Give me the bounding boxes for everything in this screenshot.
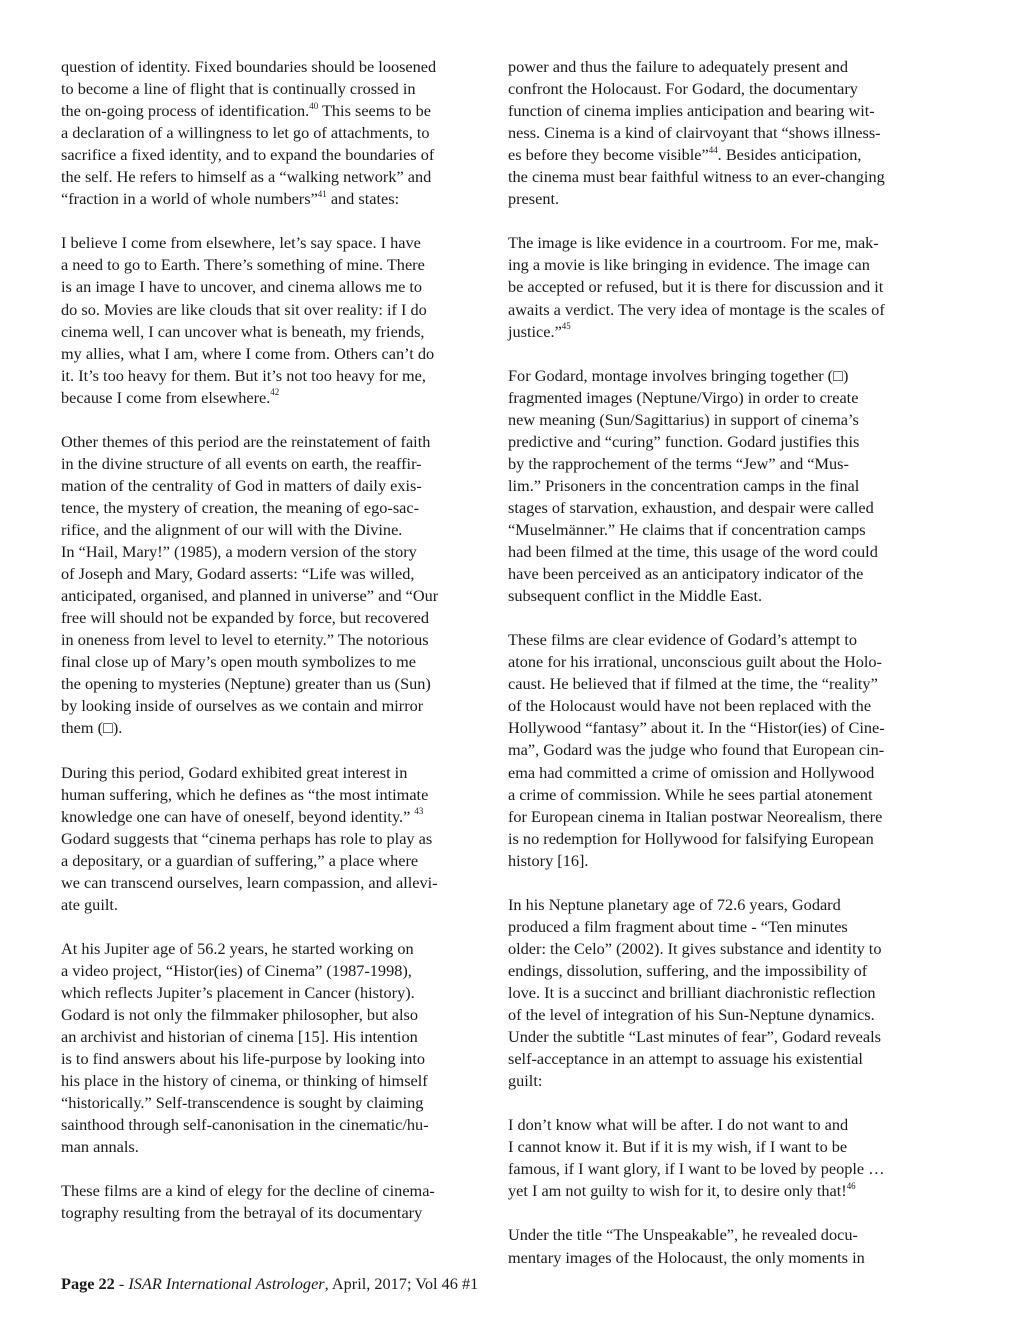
- text-line: of Joseph and Mary, Godard asserts: “Life was willed,: [61, 564, 415, 584]
- text-line: because I come from elsewhere.: [61, 387, 271, 407]
- text-line: had been filmed at the time, this usage of the word could: [508, 542, 878, 562]
- text-line: produced a film fragment about time - “Ten minutes: [508, 916, 848, 936]
- text-line: question of identity. Fixed boundaries should be loosened: [61, 57, 437, 76]
- block-quote: [61, 232, 490, 408]
- left-column: [61, 56, 490, 1224]
- text-line: human suffering, which he defines as “the most intimate: [61, 784, 429, 804]
- text-line: knowledge one can have of oneself, beyond identity.”: [61, 806, 415, 826]
- text-line: tence, the mystery of creation, the meaning of ego-sac-: [61, 497, 420, 517]
- text-line: Godard suggests that “cinema perhaps has role to play as: [61, 828, 433, 848]
- right-column: [508, 56, 936, 1269]
- text-line: man annals.: [61, 1137, 139, 1157]
- text-line: At his Jupiter age of 56.2 years, he started working on: [61, 938, 414, 958]
- text-line: power and thus the failure to adequately present and: [508, 57, 848, 76]
- footnote-ref-44: 44: [708, 144, 718, 155]
- text-line: we can transcend ourselves, learn compassion, and allevi-: [61, 872, 438, 892]
- page-number: Page 22: [61, 1274, 115, 1293]
- block-quote: [508, 232, 936, 342]
- text-line: lim.” Prisoners in the concentration camps in the final: [508, 475, 860, 495]
- text-line: confront the Holocaust. For Godard, the documentary: [508, 79, 858, 99]
- text-line: in oneness from level to level to eternity.” The notorious: [61, 630, 429, 650]
- text-line: ema had committed a crime of omission and Hollywood: [508, 762, 875, 782]
- text-line: predictive and “curing” function. Godard justifies this: [508, 431, 860, 451]
- text-line: Hollywood “fantasy” about it. In the “Histor(ies) of Cine-: [508, 718, 885, 738]
- text-line: These films are a kind of elegy for the decline of cinema-: [61, 1181, 435, 1201]
- text-line: In his Neptune planetary age of 72.6 years, Godard: [508, 894, 841, 914]
- body-paragraph: [61, 762, 490, 916]
- body-paragraph: [508, 629, 936, 872]
- body-paragraph: [508, 1224, 936, 1268]
- body-paragraph: [61, 431, 490, 740]
- footer-separator: -: [114, 1274, 129, 1293]
- body-paragraph: [508, 365, 936, 608]
- text-line: ate guilt.: [61, 894, 118, 914]
- text-line: in the divine structure of all events on earth, the reaffir-: [61, 453, 422, 473]
- text-line: of the level of integration of his Sun-Neptune dynamics.: [508, 1005, 875, 1025]
- text-line: them (□).: [61, 718, 123, 738]
- text-line: an archivist and historian of cinema [15]. His intention: [61, 1027, 418, 1047]
- footnote-ref-43: 43: [414, 806, 424, 817]
- text-line: his place in the history of cinema, or thinking of himself: [61, 1071, 428, 1091]
- text-line: for European cinema in Italian postwar Neorealism, there: [508, 806, 883, 826]
- issue-details: , April, 2017; Vol 46 #1: [324, 1274, 479, 1293]
- text-line: es before they become visible”: [508, 145, 709, 165]
- text-line: the self. He refers to himself as a “walking network” and: [61, 167, 432, 187]
- text-line: fragmented images (Neptune/Virgo) in order to create: [508, 387, 859, 407]
- footnote-ref-45: 45: [561, 321, 571, 332]
- publication-title: ISAR International Astrologer: [128, 1274, 325, 1293]
- text-line: “Muselmänner.” He claims that if concentration camps: [508, 519, 866, 539]
- text-line: to become a line of flight that is continually crossed in: [61, 79, 416, 99]
- footnote-ref-41: 41: [317, 188, 327, 199]
- body-paragraph: [508, 894, 936, 1092]
- text-line: ness. Cinema is a kind of clairvoyant that “shows illness-: [508, 123, 881, 143]
- text-line: During this period, Godard exhibited great interest in: [61, 762, 408, 782]
- footnote-ref-42: 42: [270, 387, 280, 398]
- text-line: “fraction in a world of whole numbers”: [61, 189, 318, 209]
- footnote-ref-40: 40: [309, 100, 319, 111]
- text-line: a crime of commission. While he sees partial atonement: [508, 784, 873, 804]
- text-line: awaits a verdict. The very idea of montage is the scales of: [508, 299, 885, 319]
- text-line: is an image I have to uncover, and cinema allows me to: [61, 277, 423, 297]
- text-line: caust. He believed that if filmed at the time, the “reality”: [508, 674, 878, 694]
- text-line: ing a movie is like bringing in evidence. The image can: [508, 255, 870, 275]
- text-line: I believe I come from elsewhere, let’s say space. I have: [61, 233, 421, 253]
- text-line: mentary images of the Holocaust, the only moments in: [508, 1247, 865, 1267]
- text-line: rifice, and the alignment of our will with the Divine.: [61, 519, 403, 539]
- text-line: guilt:: [508, 1071, 543, 1091]
- text-line: older: the Celo” (2002). It gives substance and identity to: [508, 938, 882, 958]
- text-line: atone for his irrational, unconscious guilt about the Holo-: [508, 652, 882, 672]
- block-quote: [508, 1114, 936, 1202]
- text-line: subsequent conflict in the Middle East.: [508, 586, 763, 606]
- body-paragraph: [61, 1180, 490, 1224]
- text-line: history [16].: [508, 850, 589, 870]
- text-line: free will should not be expanded by force, but recovered: [61, 608, 429, 628]
- text-line: love. It is a succinct and brilliant diachronistic reflection: [508, 982, 876, 1002]
- text-line: This seems to be: [318, 101, 431, 121]
- text-line: my allies, what I am, where I come from. Others can’t do: [61, 343, 435, 363]
- text-line: a need to go to Earth. There’s something of mine. There: [61, 255, 425, 275]
- text-line: new meaning (Sun/Sagittarius) in support of cinema’s: [508, 409, 859, 429]
- text-line: justice.”: [508, 321, 562, 341]
- text-line: self-acceptance in an attempt to assuage his existential: [508, 1049, 863, 1069]
- text-line: a depositary, or a guardian of suffering,” a place where: [61, 850, 419, 870]
- text-line: . Besides anticipation,: [717, 145, 862, 165]
- text-line: by the rapprochement of the terms “Jew” and “Mus-: [508, 453, 849, 473]
- text-line: Under the subtitle “Last minutes of fear”, Godard reveals: [508, 1027, 881, 1047]
- text-line: I cannot know it. But if it is my wish, if I want to be: [508, 1137, 848, 1157]
- text-line: be accepted or refused, but it is there for discussion and it: [508, 277, 884, 297]
- footnote-ref-46: 46: [846, 1181, 856, 1192]
- text-line: is to find answers about his life-purpose by looking into: [61, 1049, 426, 1069]
- text-line: sacrifice a fixed identity, and to expand the boundaries of: [61, 145, 435, 165]
- text-line: a declaration of a willingness to let go of attachments, to: [61, 123, 430, 143]
- text-line: Other themes of this period are the reinstatement of faith: [61, 431, 431, 451]
- text-line: the on-going process of identification.: [61, 101, 310, 121]
- text-line: anticipated, organised, and planned in universe” and “Our: [61, 586, 439, 606]
- text-line: it. It’s too heavy for them. But it’s not too heavy for me,: [61, 365, 426, 385]
- text-line: cinema well, I can uncover what is beneath, my friends,: [61, 321, 425, 341]
- text-line: I don’t know what will be after. I do not want to and: [508, 1115, 849, 1135]
- body-paragraph: [508, 56, 936, 210]
- text-line: Under the title “The Unspeakable”, he revealed docu-: [508, 1225, 858, 1245]
- text-line: a video project, “Histor(ies) of Cinema” (1987-1998),: [61, 960, 412, 980]
- body-paragraph: [61, 938, 490, 1158]
- body-paragraph: [61, 56, 490, 210]
- text-line: is no redemption for Hollywood for falsifying European: [508, 828, 874, 848]
- text-line: final close up of Mary’s open mouth symbolizes to me: [61, 652, 416, 672]
- text-line: sainthood through self-canonisation in the cinematic/hu-: [61, 1115, 429, 1135]
- text-line: and states:: [326, 189, 400, 209]
- text-line: do so. Movies are like clouds that sit over reality: if I do: [61, 299, 427, 319]
- page-footer: [61, 1273, 478, 1295]
- text-line: tography resulting from the betrayal of its documentary: [61, 1203, 423, 1223]
- text-line: The image is like evidence in a courtroom. For me, mak-: [508, 233, 879, 253]
- text-line: which reflects Jupiter’s placement in Cancer (history).: [61, 982, 415, 1002]
- text-line: have been perceived as an anticipatory indicator of the: [508, 564, 864, 584]
- text-line: These films are clear evidence of Godard’s attempt to: [508, 630, 857, 650]
- text-line: stages of starvation, exhaustion, and despair were called: [508, 497, 874, 517]
- text-line: famous, if I want glory, if I want to be loved by people …: [508, 1159, 885, 1179]
- text-line: the opening to mysteries (Neptune) greater than us (Sun): [61, 674, 431, 694]
- text-line: For Godard, montage involves bringing together (□): [508, 365, 849, 385]
- text-line: “historically.” Self-transcendence is sought by claiming: [61, 1093, 424, 1113]
- text-line: ma”, Godard was the judge who found that European cin-: [508, 740, 885, 760]
- text-line: yet I am not guilty to wish for it, to desire only that!: [508, 1181, 847, 1201]
- text-line: In “Hail, Mary!” (1985), a modern version of the story: [61, 542, 417, 562]
- text-line: function of cinema implies anticipation and bearing wit-: [508, 101, 875, 121]
- text-line: Godard is not only the filmmaker philosopher, but also: [61, 1005, 419, 1025]
- text-line: present.: [508, 189, 560, 209]
- text-line: the cinema must bear faithful witness to an ever-changing: [508, 167, 885, 187]
- text-line: of the Holocaust would have not been replaced with the: [508, 696, 872, 716]
- text-line: endings, dissolution, suffering, and the impossibility of: [508, 960, 868, 980]
- text-line: mation of the centrality of God in matters of daily exis-: [61, 475, 422, 495]
- text-line: by looking inside of ourselves as we contain and mirror: [61, 696, 424, 716]
